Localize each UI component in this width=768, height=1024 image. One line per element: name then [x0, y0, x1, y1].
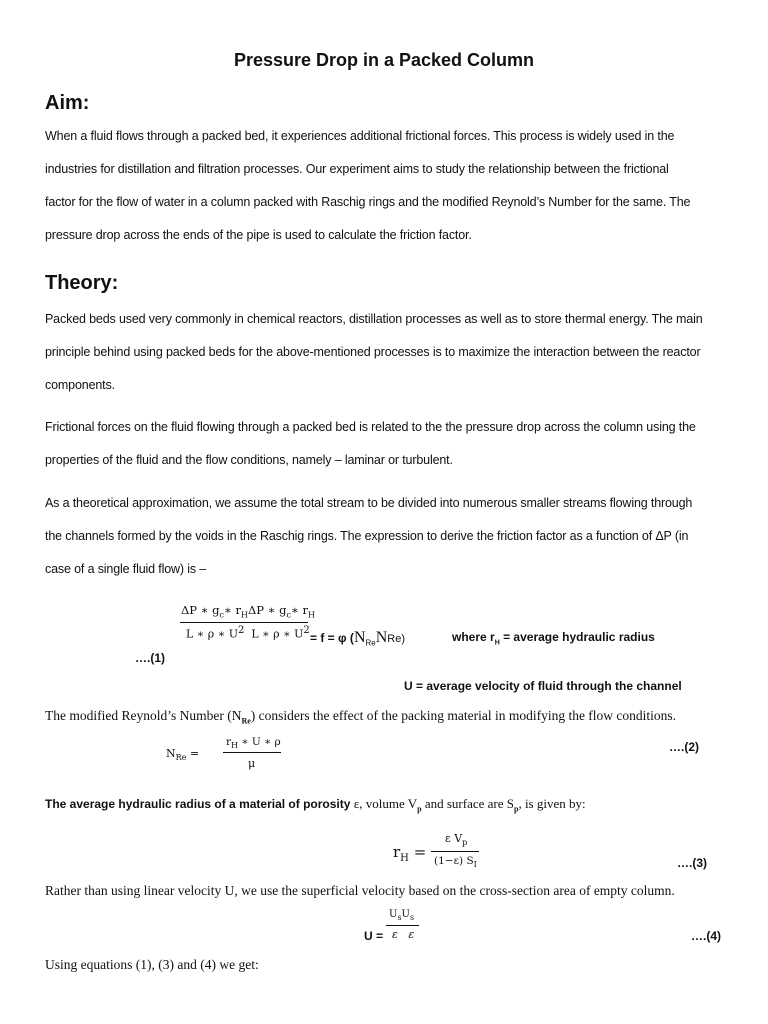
eq4-label: ….(4): [691, 929, 721, 943]
eq2-lhs: $N_{Re}$ =: [166, 747, 200, 763]
eq4-numerator: $U_sU_s$: [389, 909, 415, 922]
eq4-fraction-bar: [386, 925, 419, 926]
eq3-fraction-bar: [431, 851, 479, 852]
theory-line: components.: [45, 378, 115, 392]
theory-line: Frictional forces on the fluid flowing through a packed bed is related to the the pressure drop across the column using the: [45, 420, 696, 434]
aim-line: factor for the flow of water in a column packed with Raschig rings and the modified Reynold’s Number for the same. The: [45, 195, 691, 209]
theory-heading: Theory:: [45, 272, 119, 294]
eq2-denominator: μ: [248, 757, 256, 770]
eq3-lhs: $r_H$ =: [393, 843, 427, 864]
aim-line: pressure drop across the ends of the pipe is used to calculate the friction factor.: [45, 228, 472, 242]
theory-line: As a theoretical approximation, we assume the total stream to be divided into numerous smaller streams flowing through: [45, 496, 693, 510]
nre-paragraph: The modified Reynold’s Number $(N_{Re})$ considers the effect of the packing material in modifying the flow conditions.: [45, 708, 677, 726]
theory-line: Packed beds used very commonly in chemical reactors, distillation processes as well as to store thermal energy. The main: [45, 312, 703, 326]
eq2-numerator: $r_H$ ∗ U ∗ ρ: [226, 736, 281, 751]
aim-heading: Aim:: [45, 92, 90, 114]
eq4-denominator: ε ε: [392, 928, 415, 941]
aim-line: industries for distillation and filtration processes. Our experiment aims to study the relationship between the frictional: [45, 162, 669, 176]
eq1-numerator: ΔP ∗ $g_c∗$ $r_H\Delta P$ ∗ $g_c∗$ $r_H$: [181, 603, 315, 620]
eq3-denominator: (1−ε) $S_I$: [434, 855, 477, 870]
theory-line: case of a single fluid flow) is –: [45, 562, 207, 576]
eq2-fraction-bar: [223, 752, 281, 753]
eq1-fraction-bar: [180, 622, 308, 623]
theory-line: properties of the fluid and the flow conditions, namely – laminar or turbulent.: [45, 453, 453, 467]
u-definition: U = average velocity of fluid through the channel: [404, 679, 682, 693]
aim-paragraph: [45, 120, 725, 252]
eq1-label: ….(1): [135, 651, 165, 665]
eq3-numerator: ε $V_p$: [445, 832, 468, 848]
eq1-where-text: where $r_H$ = average hydraulic radius: [452, 630, 655, 647]
eq4-lhs: U =: [364, 929, 384, 943]
aim-line: When a fluid flows through a packed bed, it experiences additional frictional forces. This process is widely used in the: [45, 129, 675, 143]
page-title: Pressure Drop in a Packed Column: [233, 50, 535, 70]
theory-paragraph-2: [45, 411, 725, 477]
superficial-paragraph: Rather than using linear velocity U, we use the superficial velocity based on the cross-section area of empty column.: [45, 883, 675, 898]
radius-paragraph: The average hydraulic radius of a material of porosity ε, volume $V_p$ and surface are $S_p$, is given by:: [45, 796, 586, 814]
theory-paragraph-3: [45, 487, 725, 586]
eq1-denominator: L ∗ ρ ∗ $U^2$ L ∗ ρ ∗ $U^2$: [186, 625, 310, 641]
eq2-label: ….(2): [669, 740, 699, 754]
theory-line: principle behind using packed beds for the above-mentioned processes is to maximize the interaction between the reactor: [45, 345, 701, 359]
theory-line: the channels formed by the voids in the Raschig rings. The expression to derive the friction factor as a function of ΔP (in: [45, 529, 689, 543]
theory-paragraph-1: [45, 303, 725, 402]
final-paragraph: Using equations (1), (3) and (4) we get:: [45, 957, 259, 972]
eq1-rhs: = f = φ $(N_{Re}NRe)$: [310, 629, 406, 648]
eq3-label: ….(3): [677, 856, 707, 870]
